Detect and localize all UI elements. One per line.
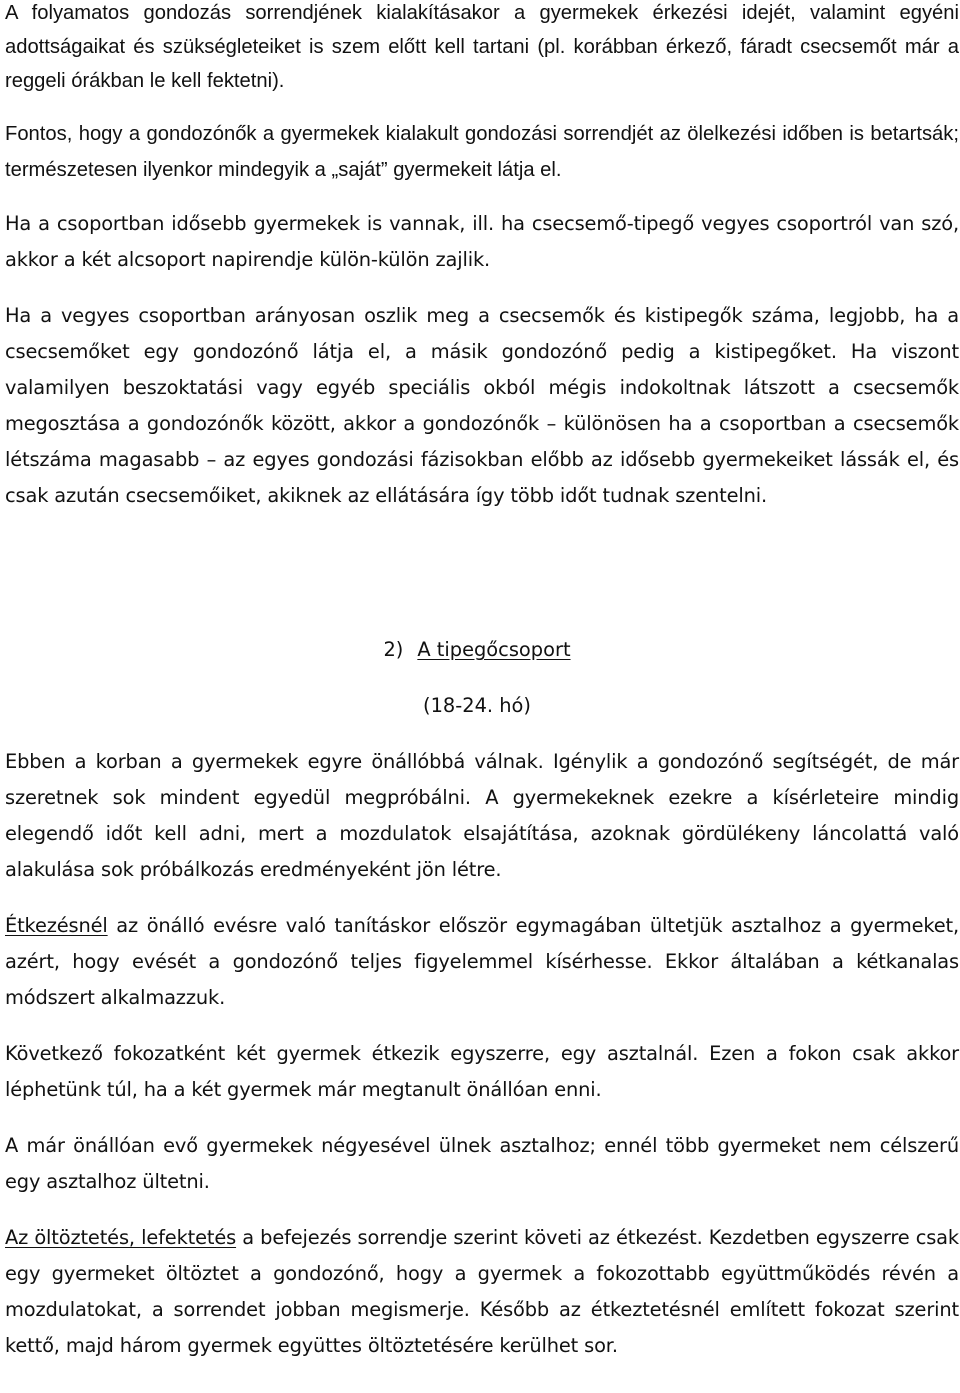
paragraph-care-order: Fontos, hogy a gondozónők a gyermekek kialakult gondozási sorrendjét az ölelkezési időben is betartsák; természetesen ilyenkor mindegyik a „saját” gyermekeit látja el.	[5, 123, 959, 181]
dressing-lead: Az öltöztetés, lefektetés	[5, 1226, 237, 1249]
section-title: A tipegőcsoport	[417, 638, 571, 661]
eating-lead: Étkezésnél	[5, 914, 108, 937]
section-heading	[0, 632, 954, 668]
paragraph-arrival-order: A folyamatos gondozás sorrendjének kialakításakor a gyermekek érkezési idejét, valamint egyéni adottságaikat és szükségleteiket is szem előtt kell tartani (pl. korábban érkező, fáradt csecsemőt már a reggeli órákban le kell fektetni).	[5, 2, 959, 92]
paragraph-two-children: Következő fokozatként két gyermek étkezik egyszerre, egy asztalnál. Ezen a fokon csak akkor léphetünk túl, ha a két gyermek már megtanult önállóan enni.	[5, 1042, 959, 1101]
paragraph-mixed-group: Ha a vegyes csoportban arányosan oszlik meg a csecsemők és kistipegők száma, legjobb, ha a csecsemőket egy gondozónő látja el, a másik gondozónő pedig a kistipegőket. Ha viszont valamilyen beszoktatási vagy egyéb speciális okból mégis indokoltnak látszott a csecsemők megosztása a gondozónők között, akkor a gondozónők – különösen ha a csoportban a csecsemők létszáma magasabb – az egyes gondozási fázisokban előbb az idősebb gyermekeiket lássák el, és csak azután csecsemőiket, akiknek az ellátására így több időt tudnak szentelni.	[5, 304, 959, 507]
paragraph-eating	[5, 908, 959, 1016]
document-page	[5, 0, 959, 514]
section-subtitle: (18-24. hó)	[423, 694, 531, 717]
paragraph-dressing	[5, 1220, 959, 1364]
dressing-rest: a befejezés sorrendje szerint követi az étkezést. Kezdetben egyszerre csak egy gyermeket öltöztet a gondozónő, hogy a gyermek a fokozottabb együttműködés révén a mozdulatokat, a sorrendet jobban megismerje. Később az étkeztetésnél említett fokozat szerint kettő, majd három gyermek együttes öltöztetésére kerülhet sor.	[5, 1226, 959, 1357]
eating-rest: az önálló evésre való tanításkor először egymagában ültetjük asztalhoz a gyermeket, azért, hogy evését a gondozónő teljes figyelemmel kísérhesse. Ekkor általában a kétkanalas módszert alkalmazzuk.	[5, 914, 959, 1009]
section-number: 2)	[383, 638, 404, 661]
paragraph-four-children: A már önállóan evő gyermekek négyesével ülnek asztalhoz; ennél több gyermeket nem célszerű egy asztalhoz ültetni.	[5, 1134, 959, 1193]
paragraph-older-children: Ha a csoportban idősebb gyermekek is vannak, ill. ha csecsemő-tipegő vegyes csoportról van szó, akkor a két alcsoport napirendje külön-külön zajlik.	[5, 212, 959, 271]
paragraph-independence: Ebben a korban a gyermekek egyre önállóbbá válnak. Igénylik a gondozónő segítségét, de már szeretnek sok mindent egyedül megpróbálni. A gyermekeknek ezekre a kísérleteire mindig elegendő időt kell adni, mert a mozdulatok elsajátítása, azoknak gördülékeny láncolattá való alakulása sok próbálkozás eredményeként jön létre.	[5, 750, 959, 881]
section-body	[5, 744, 959, 1364]
